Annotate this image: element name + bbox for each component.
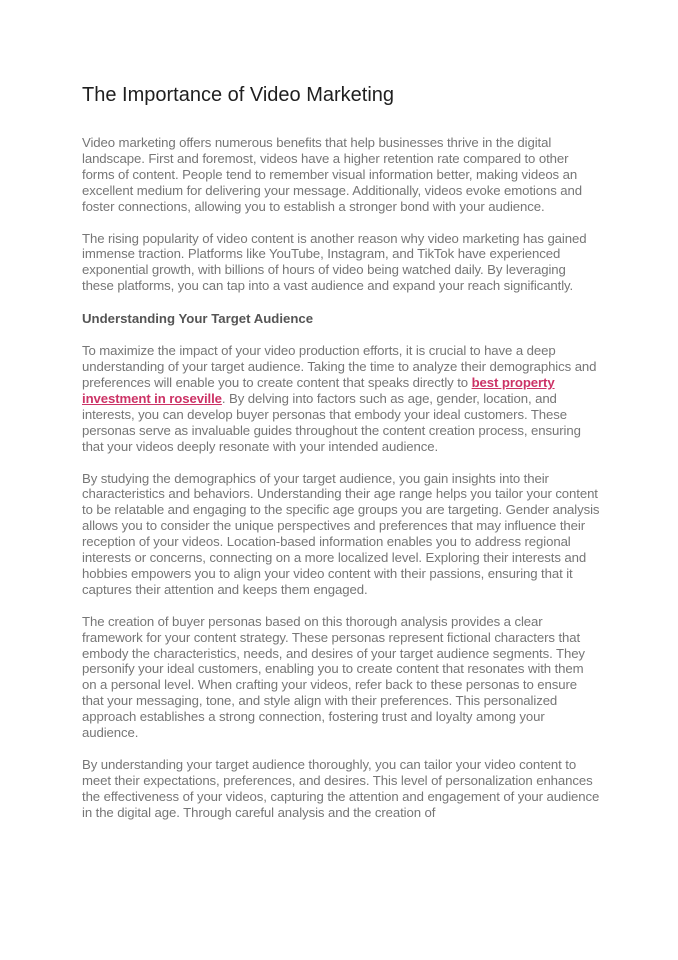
property-investment-link[interactable]: best property investment in roseville bbox=[82, 374, 555, 406]
paragraph-text-before-link: To maximize the impact of your video production efforts, it is crucial to have a deep understanding of your target audience. Taking the time to analyze their demographics and preferences will enable you to create content that speaks directly to bbox=[82, 343, 597, 390]
paragraph-popularity: The rising popularity of video content is another reason why video marketing has gained immense traction. Platforms like YouTube, Instagram, and TikTok have experienced exponential growth, with billions of hours of video being watched daily. By leveraging these platforms, you can tap into a vast audience and expand your reach significantly. bbox=[82, 230, 587, 294]
paragraph-buyer-personas: The creation of buyer personas based on this thorough analysis provides a clear framework for your content strategy. These personas represent fictional characters that embody the characteristics, needs, and desires of your target audience segments. They personify your ideal customers, enabling you to create content that resonates with them on a personal level. When crafting your videos, refer back to these personas to ensure that your messaging, tone, and style align with their preferences. This personalized approach establishes a strong connection, fostering trust and loyalty among your audience. bbox=[82, 613, 585, 741]
paragraph-personalization: By understanding your target audience thoroughly, you can tailor your video content to meet their expectations, preferences, and desires. This level of personalization enhances the effectiveness of your videos, capturing the attention and engagement of your audience in the digital age. Through careful analysis and the creation of bbox=[82, 757, 600, 820]
paragraph-demographics: By studying the demographics of your target audience, you gain insights into their characteristics and behaviors. Understanding their age range helps you tailor your content to be relatable and engaging to the specific age groups you are targeting. Gender analysis allows you to consider the unique perspectives and preferences that may influence their reception of your videos. Location-based information enables you to address regional interests or concerns, connecting on a more localized level. Exploring their interests and hobbies empowers you to align your video content with their passions, ensuring that it captures their attention and keeps them engaged. bbox=[82, 470, 600, 597]
paragraph-text-after-link: . By delving into factors such as age, gender, location, and interests, you can develop buyer personas that embody your ideal customers. These personas serve as invaluable guides throughout the content creation process, ensuring that your videos deeply resonate with your intended audience. bbox=[82, 390, 581, 454]
paragraph-maximize-impact bbox=[82, 343, 600, 454]
section-heading-target-audience: Understanding Your Target Audience bbox=[82, 311, 314, 327]
paragraph-intro: Video marketing offers numerous benefits that help businesses thrive in the digital landscape. First and foremost, videos have a higher retention rate compared to other forms of content. People tend to remember visual information better, making videos an excellent medium for delivering your message. Additionally, videos evoke emotions and foster connections, allowing you to establish a stronger bond with your audience. bbox=[82, 135, 582, 214]
page-title: The Importance of Video Marketing bbox=[82, 84, 395, 106]
document-page bbox=[82, 82, 600, 837]
